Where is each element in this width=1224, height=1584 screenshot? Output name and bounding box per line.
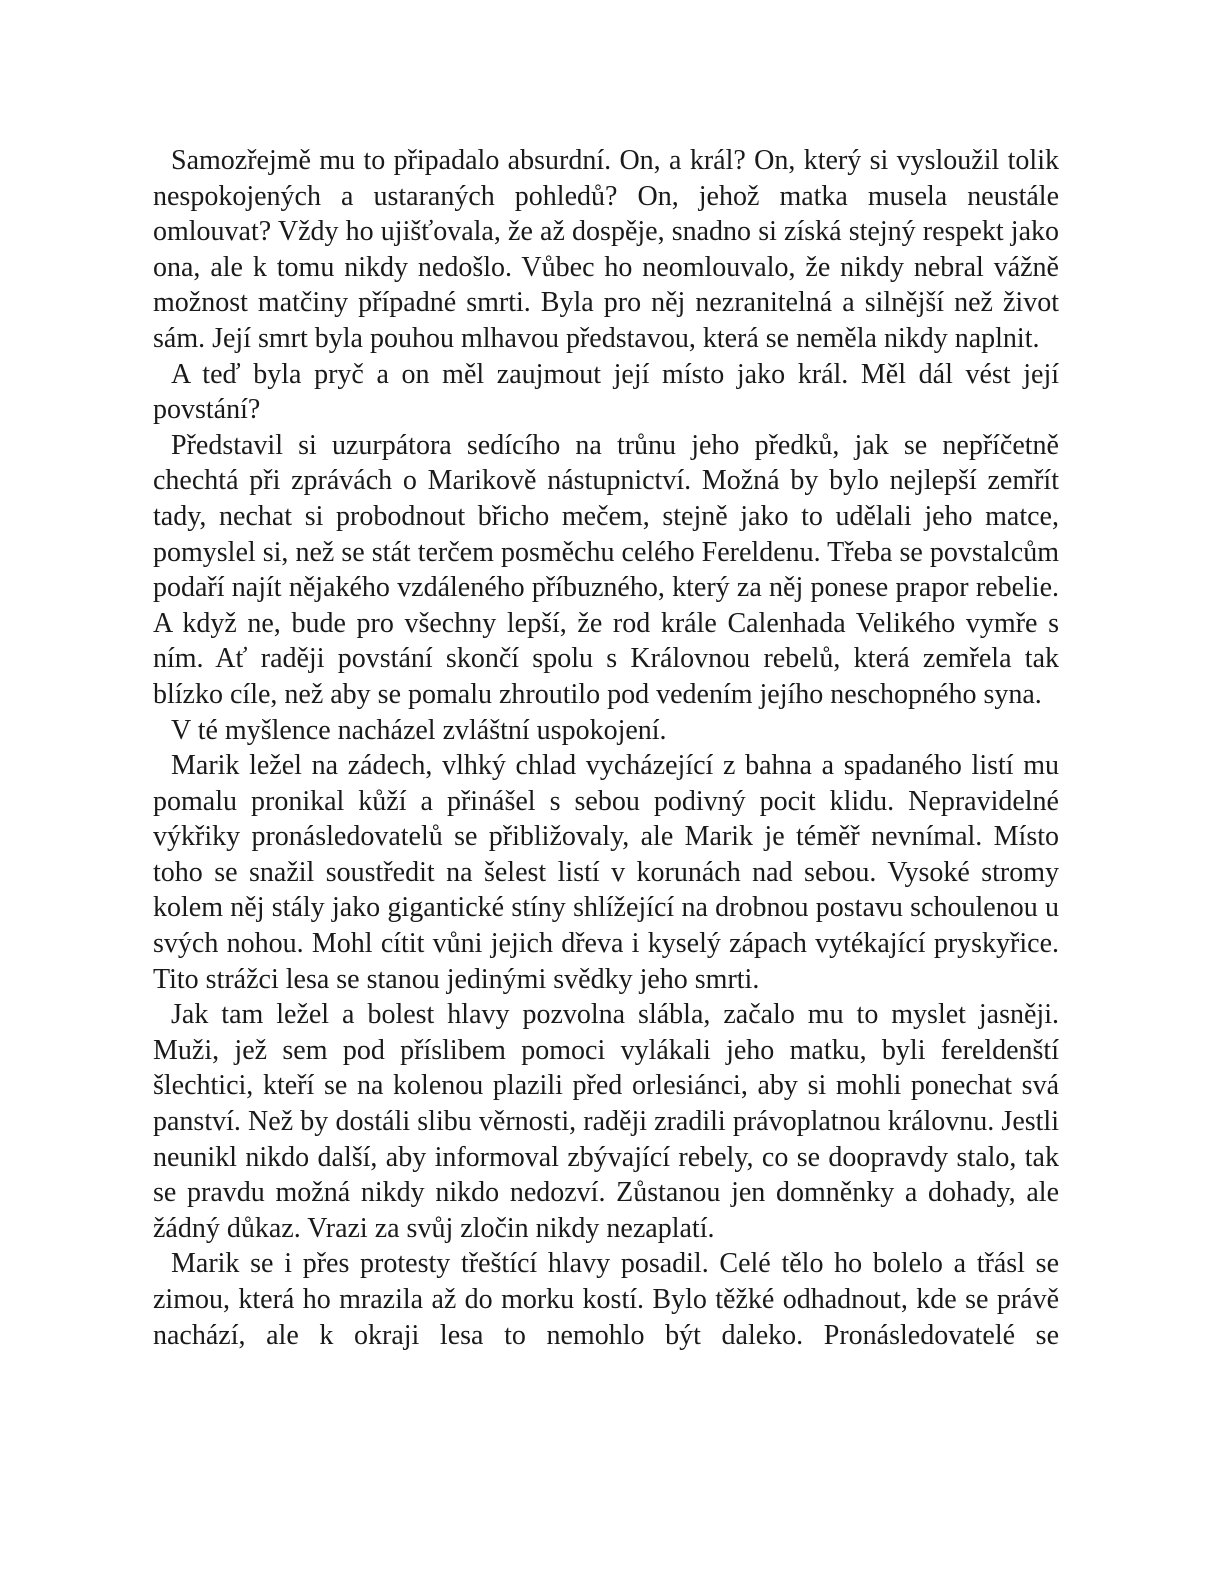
paragraph: Představil si uzurpátora sedícího na trůnu jeho předků, jak se nepříčetně chechtá při zprávách o Marikově nástupnictví. Možná by bylo nejlepší zemřít tady, nechat si probodnout břicho mečem, stejně jako to udělali jeho matce, pomyslel si, než se stát terčem posměchu celého Fereldenu. Třeba se povstalcům podaří najít nějakého vzdáleného příbuzného, který za něj ponese prapor rebelie. A když ne, bude pro všechny lepší, že rod krále Calenhada Velikého vymře s ním. Ať raději povstání skončí spolu s Královnou rebelů, která zemřela tak blízko cíle, než aby se pomalu zhroutilo pod vedením jejího neschopného syna. — [153, 429, 1059, 710]
paragraph: Marik ležel na zádech, vlhký chlad vycházející z bahna a spadaného listí mu pomalu pronikal kůží a přinášel s sebou podivný pocit klidu. Nepravidelné výkřiky pronásledovatelů se přibližovaly, ale Marik je téměř nevnímal. Místo toho se snažil soustředit na šelest listí v korunách nad sebou. Vysoké stromy kolem něj stály jako gigantické stíny shlížející na drobnou postavu schoulenou u svých nohou. Mohl cítit vůni jejich dřeva i kyselý zápach vytékající pryskyřice. Tito strážci lesa se stanou jedinými svědky jeho smrti. — [153, 750, 1059, 995]
book-page-text — [153, 143, 1059, 1353]
paragraph: V té myšlence nacházel zvláštní uspokojení. — [171, 714, 667, 746]
paragraph: A teď byla pryč a on měl zaujmout její místo jako král. Měl dál vést její povstání? — [153, 358, 1059, 426]
paragraph: Marik se i přes protesty třeštící hlavy posadil. Celé tělo ho bolelo a třásl se zimou, která ho mrazila až do morku kostí. Bylo těžké odhadnout, kde se právě nachází, ale k okraji lesa to nemohlo být daleko. Pronásledovatelé se — [153, 1248, 1059, 1351]
paragraph: Jak tam ležel a bolest hlavy pozvolna slábla, začalo mu to myslet jasněji. Muži, jež sem pod příslibem pomoci vylákali jeho matku, byli fereldenští šlechtici, kteří se na kolenou plazili před orlesiánci, aby si mohli ponechat svá panství. Než by dostáli slibu věrnosti, raději zradili právoplatnou královnu. Jestli neunikl nikdo další, aby informoval zbývající rebely, co se doopravdy stalo, tak se pravdu možná nikdy nikdo nedozví. Zůstanou jen domněnky a dohady, ale žádný důkaz. Vrazi za svůj zločin nikdy nezaplatí. — [153, 999, 1059, 1244]
paragraph: Samozřejmě mu to připadalo absurdní. On, a král? On, který si vysloužil tolik nespokojených a ustaraných pohledů? On, jehož matka musela neustále omlouvat? Vždy ho ujišťovala, že až dospěje, snadno si získá stejný respekt jako ona, ale k tomu nikdy nedošlo. Vůbec ho neomlouvalo, že nikdy nebral vážně možnost matčiny případné smrti. Byla pro něj nezranitelná a silnější než život sám. Její smrt byla pouhou mlhavou představou, která se neměla nikdy naplnit. — [153, 145, 1059, 354]
